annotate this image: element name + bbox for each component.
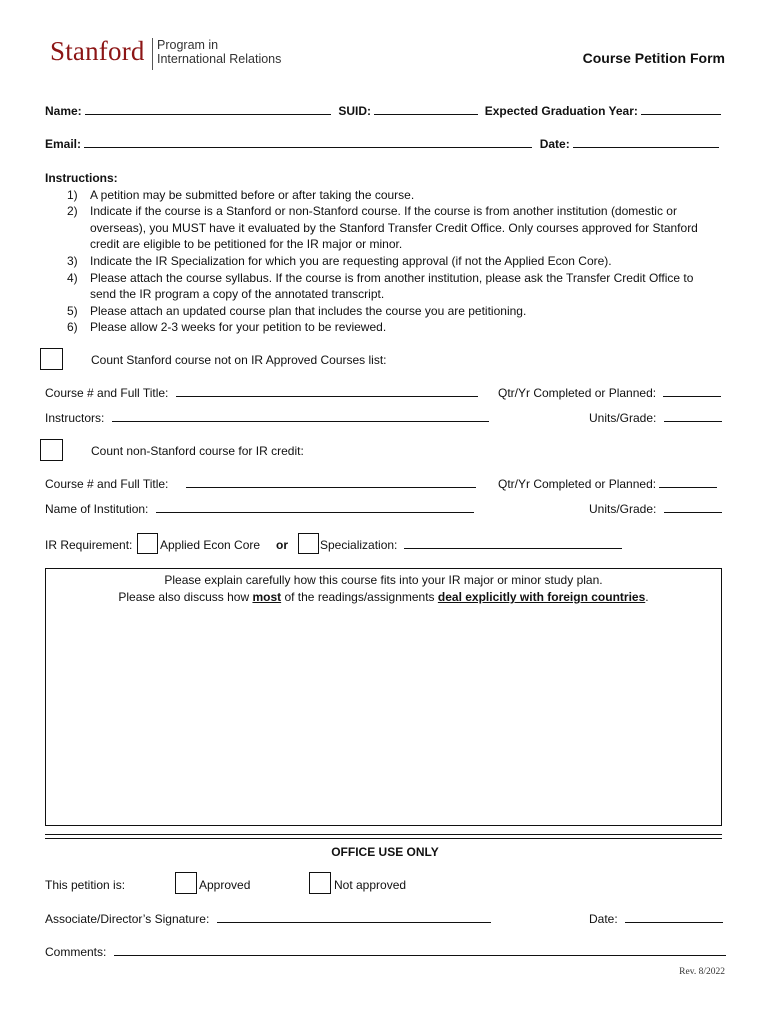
- explanation-box[interactable]: [45, 568, 722, 826]
- deal-explicitly-emphasis: deal explicitly with foreign countries: [437, 590, 646, 604]
- name-label: Name:: [45, 104, 82, 118]
- instructions: [45, 170, 705, 336]
- revision-note: Rev. 8/2022: [679, 967, 725, 977]
- institution-row: [45, 502, 474, 516]
- instructors-label: Instructors:: [45, 411, 105, 425]
- not-approved-checkbox[interactable]: [309, 872, 331, 894]
- stanford-qtr-label: Qtr/Yr Completed or Planned:: [498, 386, 657, 400]
- non-stanford-units-row: [589, 502, 722, 516]
- explanation-line-2: Please also discuss how most of the readings/assignments deal explicitly with foreign countries.: [118, 590, 649, 604]
- office-date-label: Date:: [589, 912, 618, 926]
- office-date-field[interactable]: [625, 922, 723, 923]
- petition-status-label: This petition is:: [45, 878, 126, 892]
- applied-econ-core-checkbox[interactable]: [137, 533, 158, 554]
- non-stanford-units-label: Units/Grade:: [589, 502, 657, 516]
- non-stanford-checkbox-label: Count non-Stanford course for IR credit:: [91, 444, 304, 458]
- specialization-checkbox[interactable]: [298, 533, 319, 554]
- comments-label: Comments:: [45, 945, 107, 959]
- stanford-logo-wordmark: Stanford: [50, 36, 145, 66]
- form-title: Course Petition Form: [582, 50, 725, 66]
- non-stanford-qtr-field[interactable]: [659, 487, 717, 488]
- signature-field[interactable]: [217, 922, 491, 923]
- stanford-checkbox-label: Count Stanford course not on IR Approved Courses list:: [91, 353, 387, 367]
- stanford-course-field[interactable]: [176, 396, 478, 397]
- instruction-item: 5) Please attach an updated course plan that includes the course you are petitioning.: [67, 303, 527, 318]
- stanford-qtr-field[interactable]: [663, 396, 721, 397]
- email-field[interactable]: [84, 147, 532, 148]
- applied-econ-core-label: Applied Econ Core: [160, 538, 261, 552]
- non-stanford-course-checkbox[interactable]: [40, 439, 63, 461]
- office-use-heading: OFFICE USE ONLY: [331, 845, 439, 859]
- date-label: Date:: [539, 137, 570, 151]
- stanford-units-label: Units/Grade:: [589, 411, 657, 425]
- stanford-course-label: Course # and Full Title:: [45, 386, 169, 400]
- instructors-field[interactable]: [112, 421, 489, 422]
- logo-divider: [152, 38, 153, 70]
- instruction-item: 4) Please attach the course syllabus. If the course is from another institution, please ask the Transfer Credit Office to send the IR program a copy of the annotated transcript.: [67, 270, 694, 302]
- stanford-qtr-row: [498, 386, 721, 400]
- name-row: [45, 104, 721, 118]
- grad-year-label: Expected Graduation Year:: [484, 104, 638, 118]
- program-line-2: International Relations: [157, 52, 282, 66]
- stanford-units-row: [589, 411, 722, 425]
- comments-field[interactable]: [114, 955, 726, 956]
- email-row: [45, 137, 719, 151]
- approved-label: Approved: [199, 878, 251, 892]
- office-date-row: [589, 912, 723, 926]
- institution-label: Name of Institution:: [45, 502, 149, 516]
- explanation-line-1: Please explain carefully how this course fits into your IR major or minor study plan.: [164, 573, 603, 587]
- non-stanford-qtr-label: Qtr/Yr Completed or Planned:: [498, 477, 657, 491]
- specialization-field[interactable]: [404, 548, 622, 549]
- institution-field[interactable]: [156, 512, 474, 513]
- office-divider-bottom: [45, 838, 722, 839]
- non-stanford-course-row: [45, 477, 476, 491]
- most-emphasis: most: [252, 590, 282, 604]
- suid-label: SUID:: [338, 104, 372, 118]
- signature-row: [45, 912, 491, 926]
- non-stanford-units-field[interactable]: [664, 512, 722, 513]
- date-field[interactable]: [573, 147, 719, 148]
- not-approved-label: Not approved: [334, 878, 407, 892]
- instruction-item: 2) Indicate if the course is a Stanford or non-Stanford course. If the course is from another institution (domestic or overseas), you MUST have it evaluated by the Stanford Transfer Credit Office. Only courses approved for Stanford credit are eligible to be petitioned for the IR major or minor.: [67, 204, 698, 252]
- instruction-item: 1) A petition may be submitted before or after taking the course.: [67, 187, 415, 202]
- approved-checkbox[interactable]: [175, 872, 197, 894]
- office-divider-top: [45, 834, 722, 835]
- specialization-label: Specialization:: [320, 538, 398, 552]
- ir-requirement-label: IR Requirement:: [45, 538, 133, 552]
- non-stanford-course-field[interactable]: [186, 487, 476, 488]
- instruction-item: 3) Indicate the IR Specialization for which you are requesting approval (if not the Applied Econ Core).: [67, 253, 612, 268]
- name-field[interactable]: [85, 114, 331, 115]
- stanford-course-row: [45, 386, 478, 400]
- stanford-units-field[interactable]: [664, 421, 722, 422]
- comments-row: [45, 945, 726, 959]
- suid-field[interactable]: [374, 114, 478, 115]
- non-stanford-course-label: Course # and Full Title:: [45, 477, 169, 491]
- specialization-row: [320, 538, 622, 552]
- grad-year-field[interactable]: [641, 114, 721, 115]
- non-stanford-qtr-row: [498, 477, 717, 491]
- or-label: or: [276, 538, 288, 552]
- explanation-instructions: [46, 569, 721, 606]
- email-label: Email:: [45, 137, 82, 151]
- signature-label: Associate/Director’s Signature:: [45, 912, 210, 926]
- program-name: [157, 38, 281, 66]
- instruction-item: 6) Please allow 2-3 weeks for your petition to be reviewed.: [67, 320, 387, 335]
- instructors-row: [45, 411, 489, 425]
- program-line-1: Program in: [157, 38, 219, 52]
- instructions-list: [45, 187, 705, 336]
- stanford-course-checkbox[interactable]: [40, 348, 63, 370]
- instructions-heading: Instructions:: [45, 171, 118, 185]
